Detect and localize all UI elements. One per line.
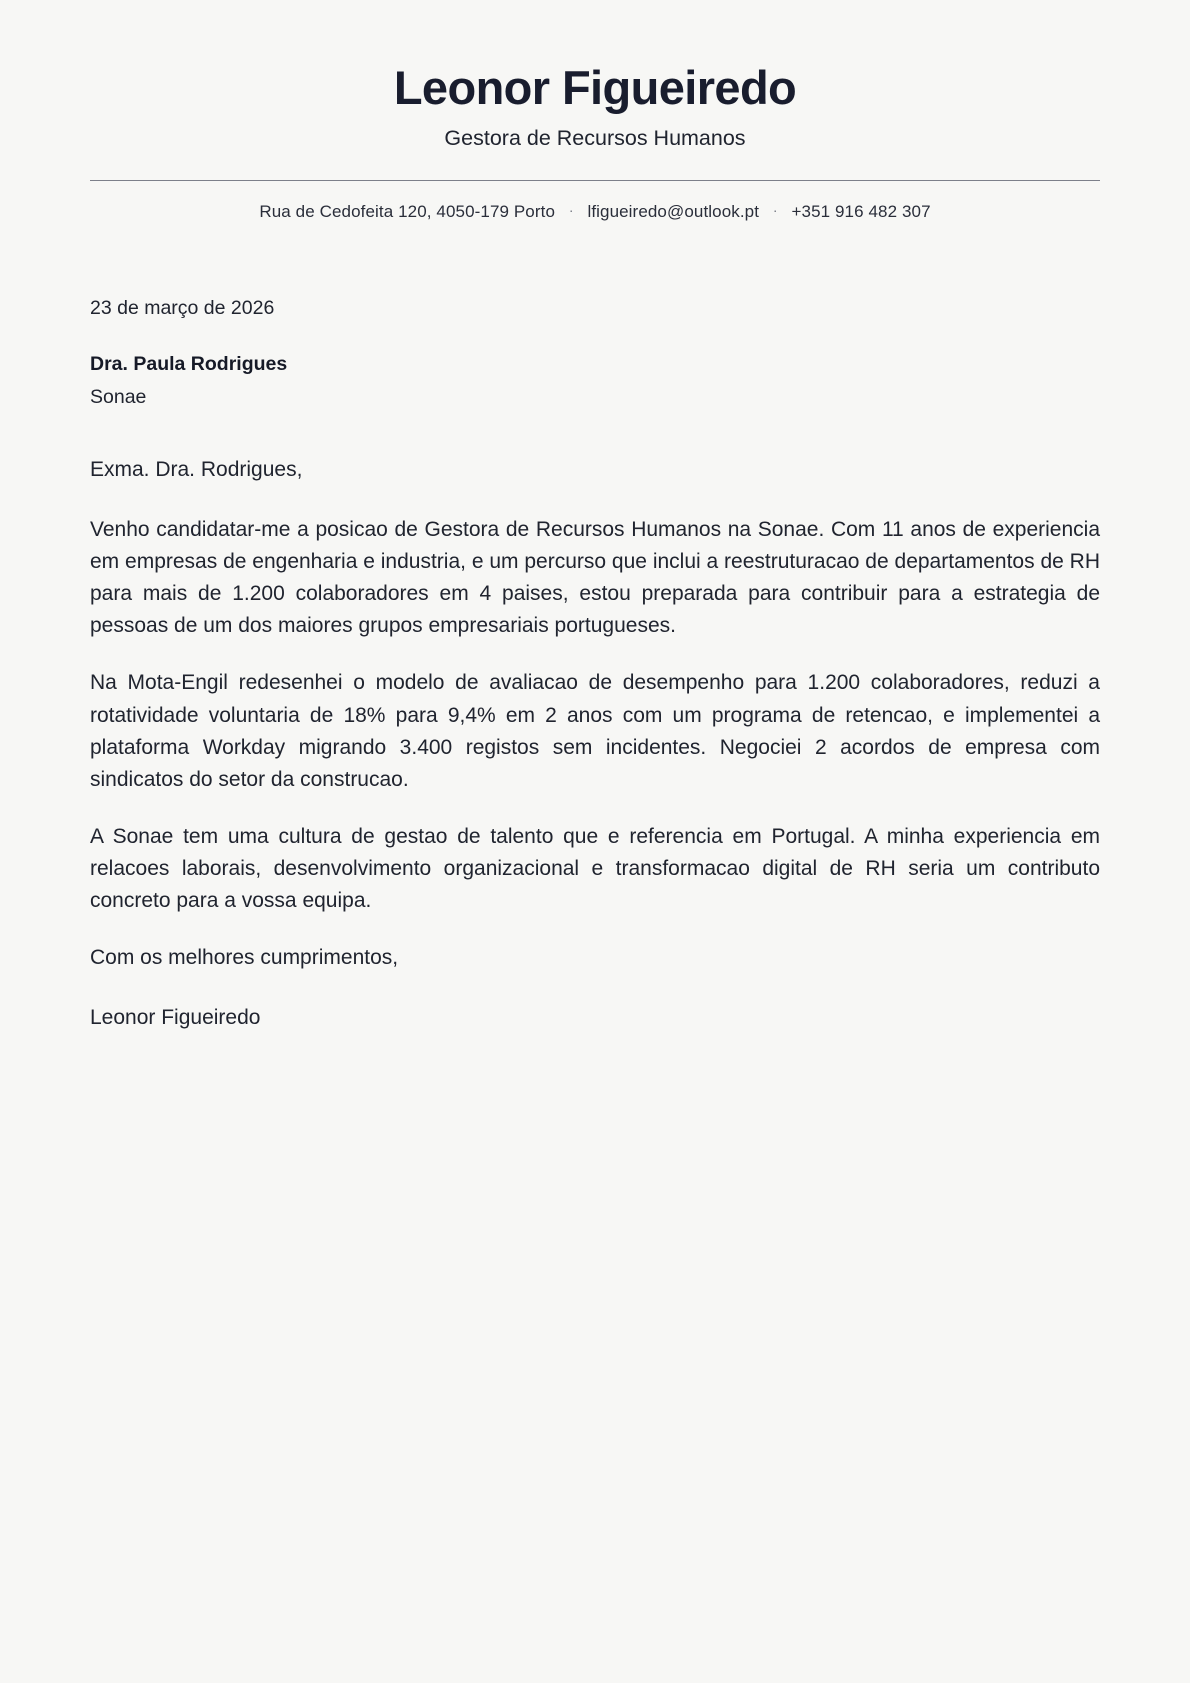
salutation: Exma. Dra. Rodrigues,	[90, 458, 303, 482]
candidate-name: Leonor Figueiredo	[393, 61, 797, 114]
contact-address: Rua de Cedofeita 120, 4050-179 Porto	[259, 201, 556, 221]
contact-phone[interactable]: +351 916 482 307	[791, 201, 931, 221]
letter-body	[90, 410, 1100, 1033]
signature-name: Leonor Figueiredo	[90, 1005, 261, 1029]
body-paragraph-1: Venho candidatar-me a posicao de Gestora de Recursos Humanos na Sonae. Com 11 anos de experiencia em empresas de engenharia e industria, e um percurso que inclui a reestruturacao de departamentos de RH para mais de 1.200 colaboradores em 4 paises, estou preparada para contribuir para a estrategia de pessoas de um dos maiores grupos empresariais portugueses.	[90, 517, 1100, 638]
recipient-name: Dra. Paula Rodrigues	[90, 352, 288, 375]
contact-line	[90, 181, 1100, 222]
recipient-organization: Sonae	[90, 386, 147, 409]
letter-date: 23 de março de 2026	[90, 296, 275, 319]
body-paragraph-2: Na Mota-Engil redesenhei o modelo de avaliacao de desempenho para 1.200 colaboradores, reduzi a rotatividade voluntaria de 18% para 9,4% em 2 anos com um programa de retencao, e implementei a plataforma Workday migrando 3.400 registos sem incidentes. Negociei 2 acordos de empresa com sindicatos do setor da construcao.	[90, 671, 1100, 791]
body-paragraph-3: A Sonae tem uma cultura de gestao de talento que e referencia em Portugal. A minha experiencia em relacoes laborais, desenvolvimento organizacional e transformacao digital de RH seria um contributo concreto para a vossa equipa.	[90, 824, 1100, 913]
closing-line: Com os melhores cumprimentos,	[90, 946, 399, 970]
letter-header	[90, 62, 1100, 228]
contact-email[interactable]: lfigueiredo@outlook.pt	[587, 201, 760, 221]
contact-separator-1: ·	[568, 201, 574, 218]
candidate-job-title: Gestora de Recursos Humanos	[444, 125, 746, 150]
contact-separator-2: ·	[772, 201, 778, 218]
letter-meta	[90, 228, 1100, 411]
